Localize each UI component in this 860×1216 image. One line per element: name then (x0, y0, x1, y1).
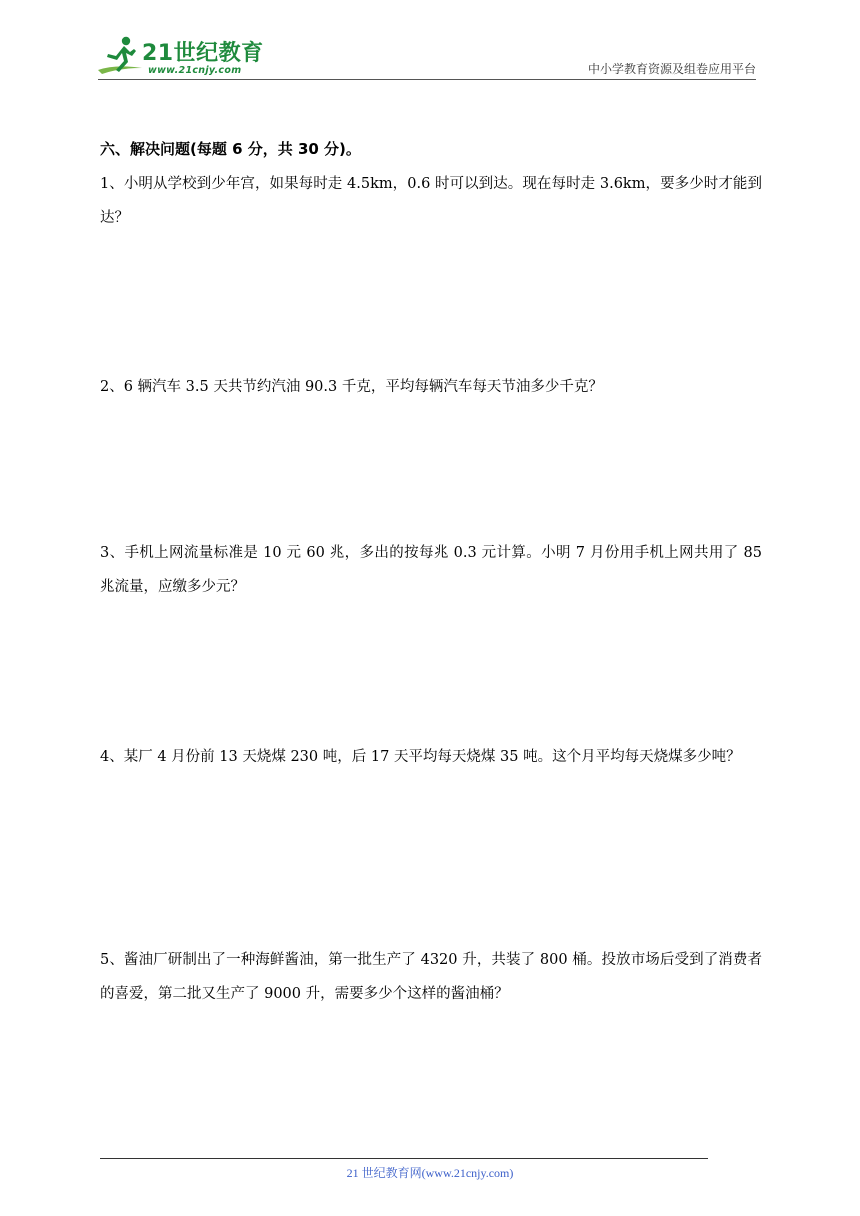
runner-logo-icon (96, 34, 144, 78)
question-2: 2、6 辆汽车 3.5 天共节约汽油 90.3 千克，平均每辆汽车每天节油多少千克？ (100, 379, 603, 395)
platform-tagline: 中小学教育资源及组卷应用平台 (587, 62, 756, 76)
question-5: 5、酱油厂研制出了一种海鲜酱油，第一批生产了 4320 升，共装了 800 桶。投放市场后受到了消费者的喜爱，第二批又生产了 9000 升，需要多少个这样的酱油桶？ (100, 952, 762, 1002)
footer-divider (100, 1158, 708, 1159)
site-logo[interactable] (96, 34, 266, 80)
logo-url: www.21cnjy.com (148, 65, 242, 76)
question-4: 4、某厂 4 月份前 13 天烧煤 230 吨，后 17 天平均每天烧煤 35 吨。这个月平均每天烧煤多少吨？ (100, 749, 741, 765)
question-1: 1、小明从学校到少年宫，如果每时走 4.5km，0.6 时可以到达。现在每时走 3.6km，要多少时才能到达？ (100, 176, 762, 226)
page-header (0, 0, 860, 90)
section-title: 六、解决问题(每题 6 分，共 30 分)。 (100, 140, 361, 158)
question-3: 3、手机上网流量标准是 10 元 60 兆，多出的按每兆 0.3 元计算。小明 7 月份用手机上网共用了 85 兆流量，应缴多少元？ (100, 545, 762, 595)
logo-title: 21世纪教育 (142, 41, 264, 66)
footer-link[interactable]: 21 世纪教育网(www.21cnjy.com) (346, 1166, 514, 1180)
header-divider (98, 79, 756, 80)
